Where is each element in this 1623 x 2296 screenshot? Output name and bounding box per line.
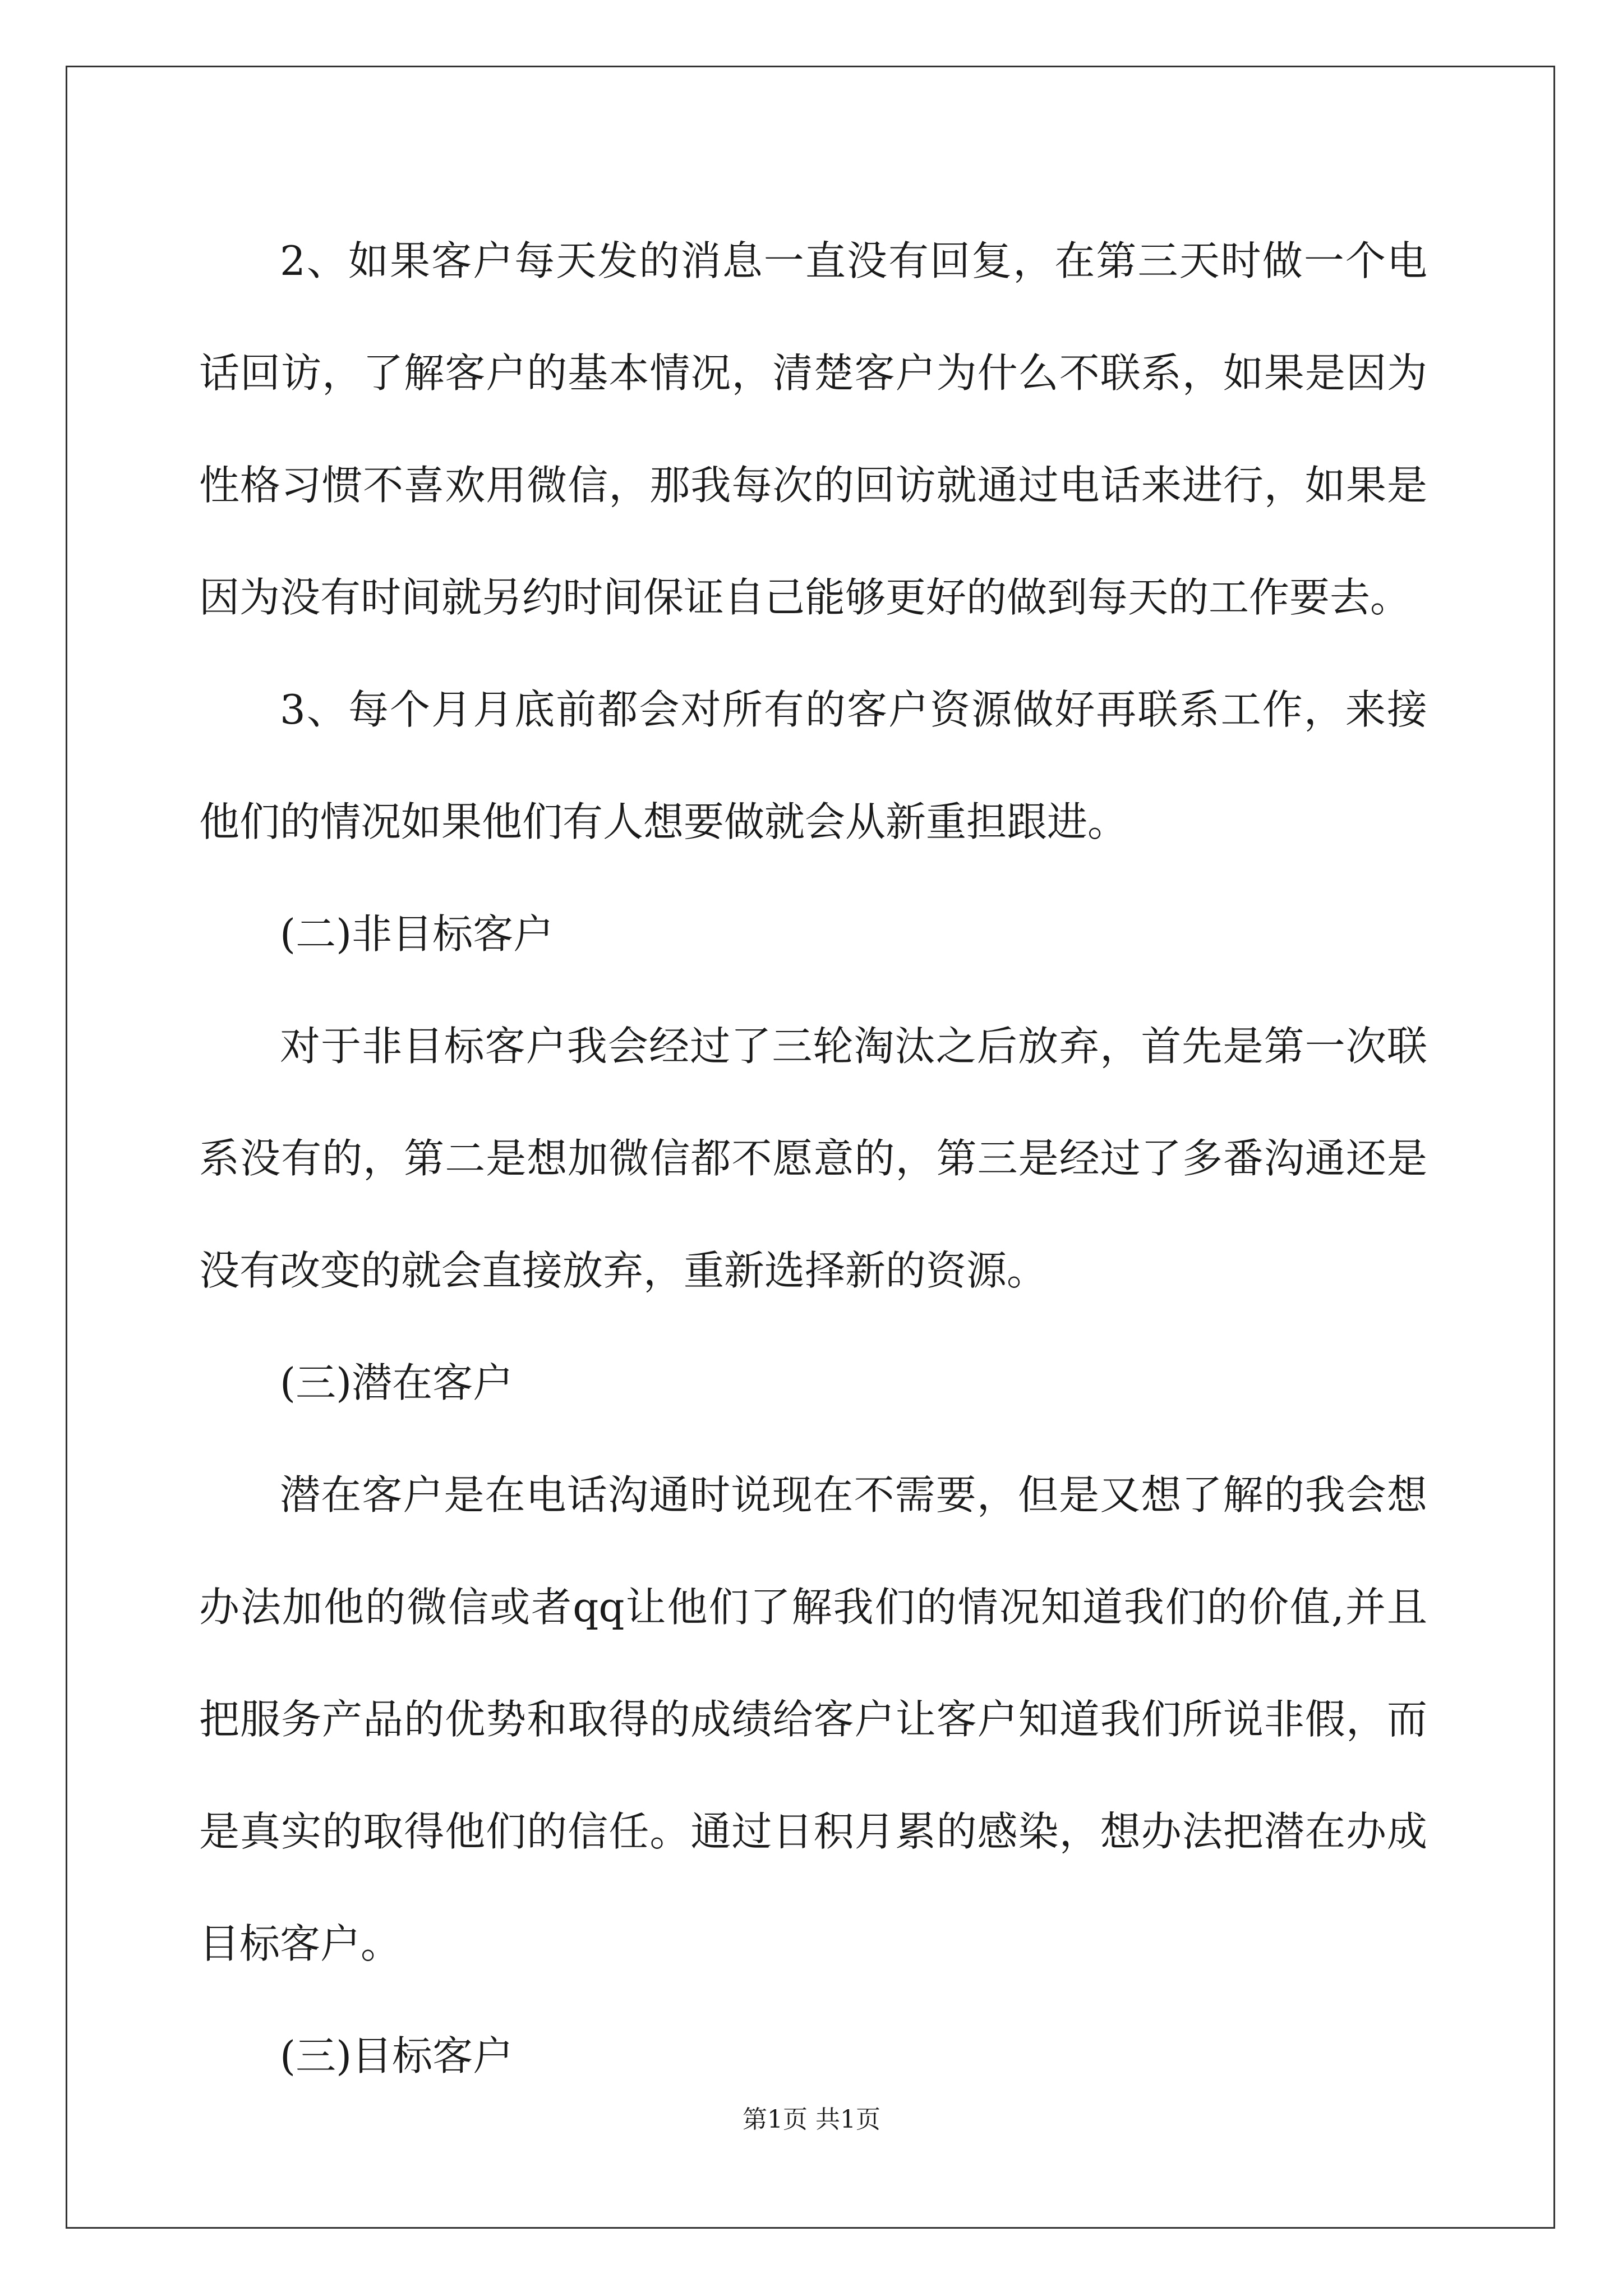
page-number-footer: 第1页 共1页 xyxy=(743,2105,880,2134)
document-body xyxy=(199,205,1427,2112)
paragraph-non-target-customers: 对于非目标客户我会经过了三轮淘汰之后放弃，首先是第一次联系没有的，第二是想加微信都不愿意的，第三是经过了多番沟通还是没有改变的就会直接放弃，重新选择新的资源。 xyxy=(199,1023,1427,1294)
paragraph-monthly-recontact: 3、每个月月底前都会对所有的客户资源做好再联系工作，来接他们的情况如果他们有人想要做就会从新重担跟进。 xyxy=(199,686,1427,845)
paragraph-follow-up-call: 2、如果客户每天发的消息一直没有回复，在第三天时做一个电话回访，了解客户的基本情况，清楚客户为什么不联系，如果是因为性格习惯不喜欢用微信，那我每次的回访就通过电话来进行，如果是因为没有时间就另约时间保证自己能够更好的做到每天的工作要去。 xyxy=(199,237,1427,621)
heading-non-target-customers: (二)非目标客户 xyxy=(280,910,554,958)
heading-target-customers: (三)目标客户 xyxy=(280,2032,514,2079)
heading-potential-customers: (三)潜在客户 xyxy=(280,1359,514,1406)
paragraph-potential-customers: 潜在客户是在电话沟通时说现在不需要，但是又想了解的我会想办法加他的微信或者qq让他们了解我们的情况知道我们的价值,并且把服务产品的优势和取得的成绩给客户让客户知道我们所说非假，而是真实的取得他们的信任。通过日积月累的感染，想办法把潜在办成目标客户。 xyxy=(199,1471,1427,1967)
